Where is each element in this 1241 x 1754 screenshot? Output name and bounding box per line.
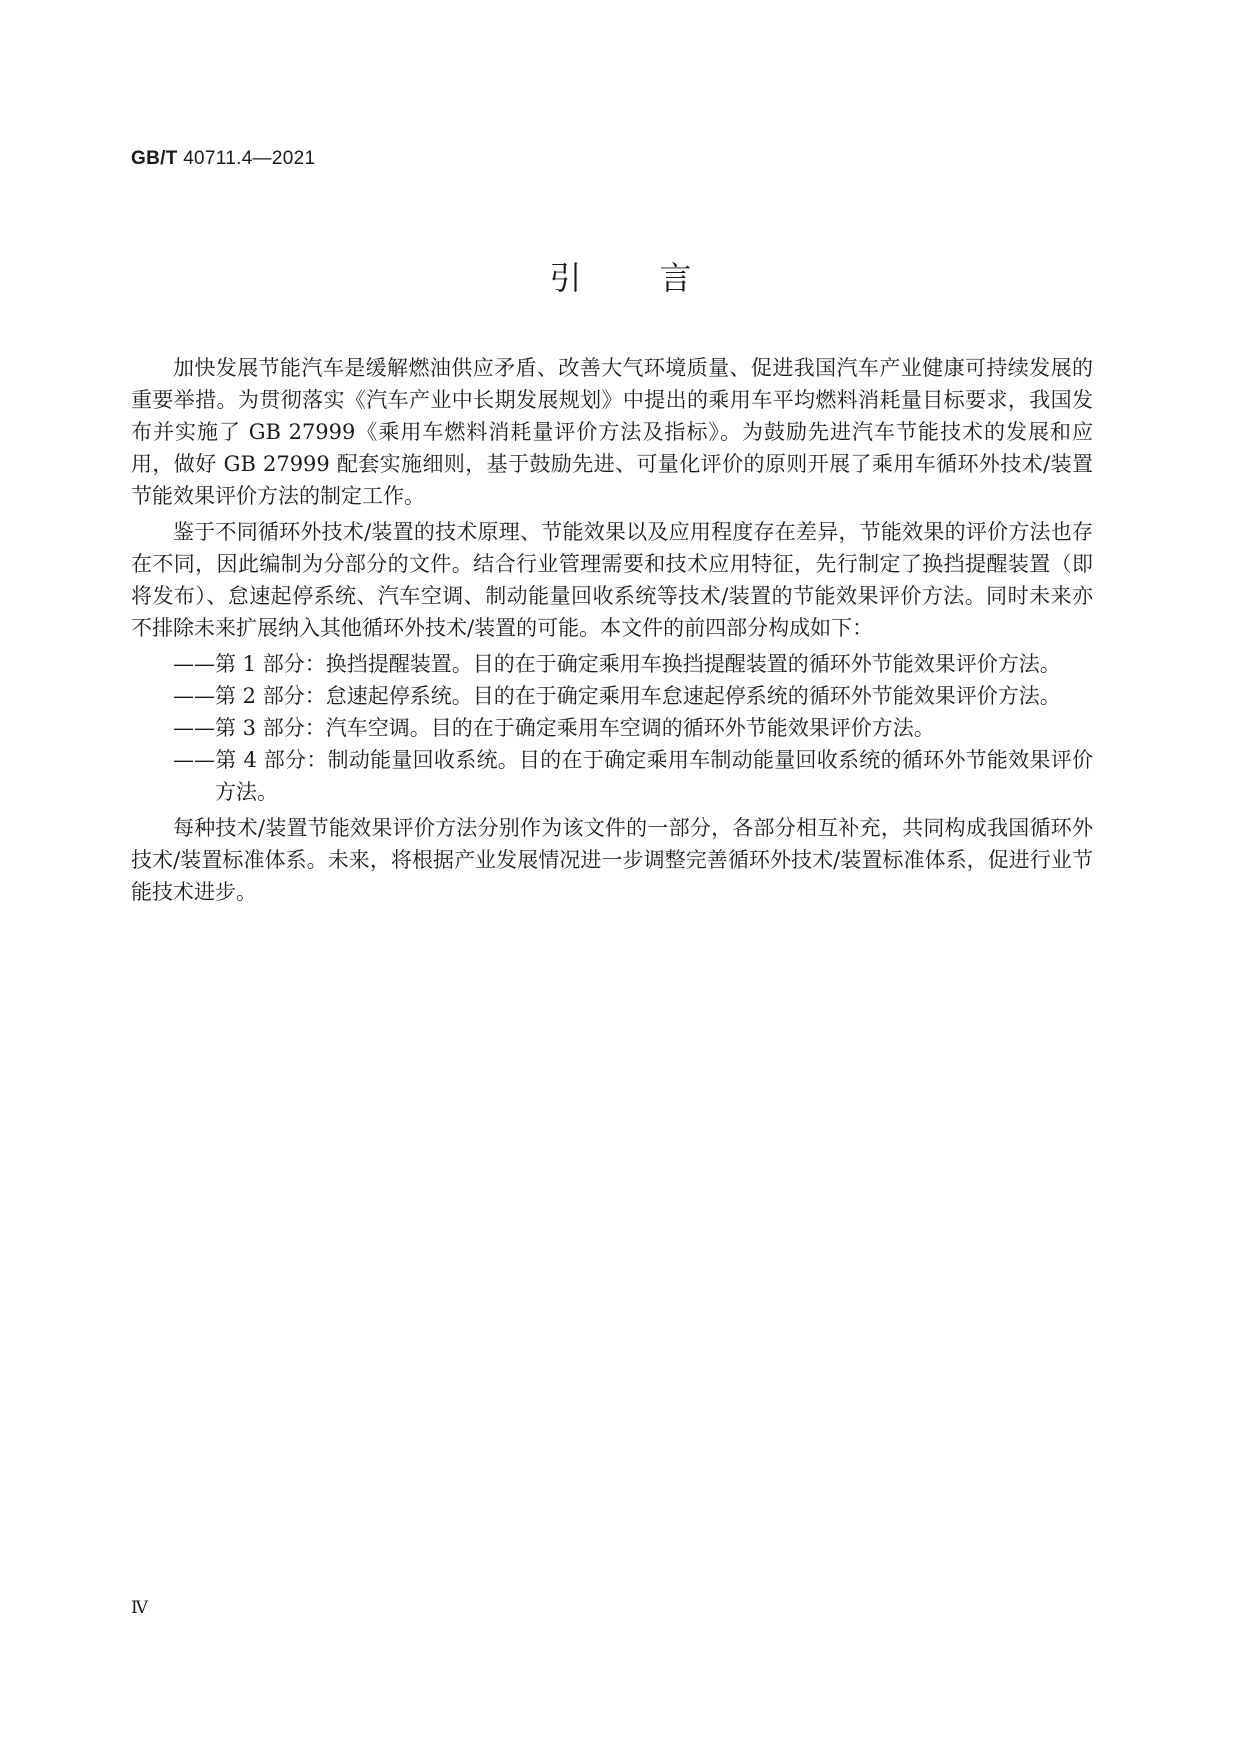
list-item-text: 第 3 部分：汽车空调。目的在于确定乘用车空调的循环外节能效果评价方法。 — [215, 716, 935, 740]
standard-prefix: GB/T — [131, 148, 178, 169]
list-item-text: 第 1 部分：换挡提醒装置。目的在于确定乘用车换挡提醒装置的循环外节能效果评价方法。 — [215, 652, 1061, 676]
list-item — [131, 712, 1093, 744]
list-item — [131, 744, 1093, 808]
parts-list — [131, 648, 1093, 808]
list-dash: —— — [173, 716, 215, 740]
list-dash: —— — [173, 748, 215, 772]
list-item — [131, 680, 1093, 712]
list-dash: —— — [173, 684, 215, 708]
list-item-text: 第 4 部分：制动能量回收系统。目的在于确定乘用车制动能量回收系统的循环外节能效果评价方法。 — [215, 748, 1093, 804]
paragraph-structure: 鉴于不同循环外技术/装置的技术原理、节能效果以及应用程度存在差异，节能效果的评价方法也存在不同，因此编制为分部分的文件。结合行业管理需要和技术应用特征，先行制定了换挡提醒装置（即将发布）、怠速起停系统、汽车空调、制动能量回收系统等技术/装置的节能效果评价方法。同时未来亦不排除未来扩展纳入其他循环外技术/装置的可能。本文件的前四部分构成如下： — [131, 520, 1093, 640]
paragraph-intro: 加快发展节能汽车是缓解燃油供应矛盾、改善大气环境质量、促进我国汽车产业健康可持续发展的重要举措。为贯彻落实《汽车产业中长期发展规划》中提出的乘用车平均燃料消耗量目标要求，我国发布并实施了 GB 27999《乘用车燃料消耗量评价方法及指标》。为鼓励先进汽车节能技术的发展和应用，做好 GB 27999 配套实施细则，基于鼓励先进、可量化评价的原则开展了乘用车循环外技术/装置节能效果评价方法的制定工作。 — [131, 356, 1093, 508]
page-title: 引言 — [549, 259, 770, 297]
list-item — [131, 648, 1093, 680]
page-number: Ⅳ — [131, 1598, 148, 1618]
document-body — [131, 352, 1093, 912]
standard-number: 40711.4—2021 — [183, 148, 316, 169]
standard-code — [131, 148, 315, 170]
list-item-text: 第 2 部分：怠速起停系统。目的在于确定乘用车怠速起停系统的循环外节能效果评价方法。 — [215, 684, 1061, 708]
list-dash: —— — [173, 652, 215, 676]
paragraph-conclusion: 每种技术/装置节能效果评价方法分别作为该文件的一部分，各部分相互补充，共同构成我国循环外技术/装置标准体系。未来，将根据产业发展情况进一步调整完善循环外技术/装置标准体系，促进行业节能技术进步。 — [131, 816, 1093, 904]
